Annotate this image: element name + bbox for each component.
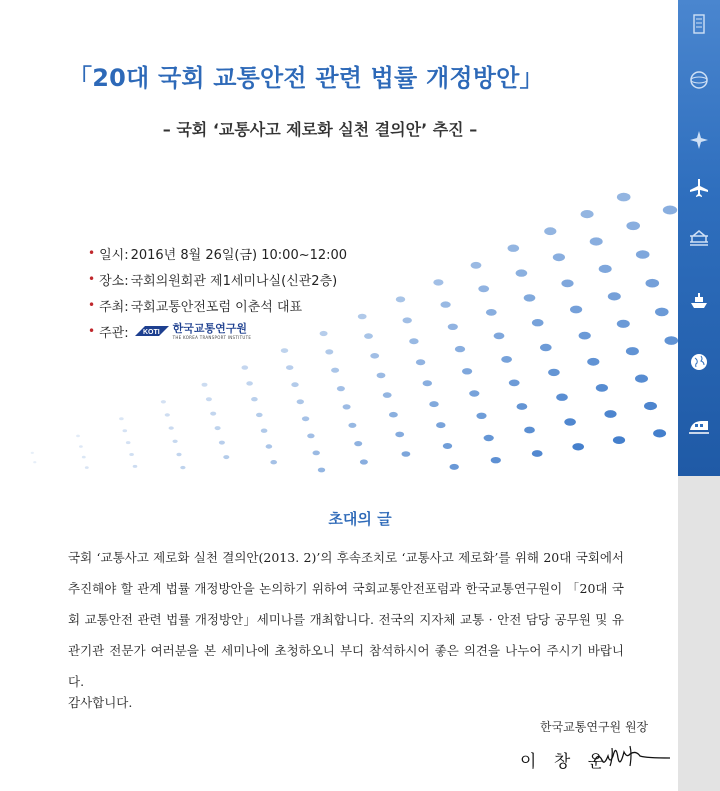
- decorative-dot: [556, 394, 568, 401]
- decorative-dot: [206, 397, 212, 401]
- decorative-dot: [626, 222, 640, 231]
- decorative-dot: [462, 368, 472, 374]
- decorative-dot: [433, 279, 443, 285]
- decorative-dot: [251, 397, 258, 401]
- decorative-dot: [508, 245, 520, 252]
- decorative-dot: [646, 279, 660, 288]
- decorative-dot: [587, 358, 599, 366]
- info-label: 주관:: [99, 325, 129, 341]
- decorative-dot: [246, 381, 253, 385]
- info-value: 2016년 8월 26일(금) 10:00~12:00: [130, 247, 348, 263]
- decorative-dot: [33, 461, 36, 463]
- info-label: 일시:: [99, 247, 129, 263]
- decorative-dot: [126, 441, 131, 444]
- bullet-icon: •: [88, 298, 96, 312]
- decorative-dot: [494, 333, 505, 340]
- decorative-dot: [389, 412, 398, 418]
- decorative-dot: [210, 412, 216, 416]
- invitation-body: [68, 542, 624, 697]
- decorative-dot: [553, 253, 565, 261]
- info-row-organizer: [88, 292, 347, 318]
- decorative-dot: [129, 453, 134, 456]
- decorative-dot: [383, 392, 392, 398]
- decorative-dot: [608, 292, 621, 300]
- decorative-dot: [219, 441, 225, 445]
- decorative-dot: [403, 317, 412, 323]
- decorative-dot: [370, 353, 379, 359]
- decorative-dot: [82, 456, 86, 459]
- handwritten-signature: [590, 738, 676, 778]
- decorative-dot: [343, 404, 351, 409]
- koti-logo: [135, 323, 252, 340]
- decorative-dot: [450, 464, 459, 470]
- decorative-dot: [548, 369, 560, 376]
- koti-logo-name: 한국교통연구원: [172, 321, 247, 335]
- decorative-dot: [360, 459, 368, 464]
- decorative-dot: [540, 344, 552, 351]
- decorative-dot: [516, 269, 528, 276]
- decorative-dot: [161, 400, 166, 403]
- decorative-dot: [596, 384, 608, 392]
- decorative-dot: [76, 435, 80, 438]
- decorative-dot: [570, 306, 582, 314]
- decorative-dot: [396, 296, 405, 302]
- decorative-dot: [325, 349, 333, 354]
- decorative-dot: [436, 422, 445, 428]
- decorative-dot: [79, 445, 83, 448]
- decorative-dot: [180, 466, 185, 469]
- invitation-heading: 초대의 글: [328, 510, 392, 528]
- decorative-dot: [532, 319, 544, 326]
- decorative-dot: [517, 403, 528, 410]
- decorative-dot: [291, 382, 298, 387]
- decorative-dot: [165, 413, 170, 416]
- decorative-dot: [85, 466, 89, 469]
- decorative-dot: [173, 440, 178, 443]
- info-label: 주최:: [99, 299, 129, 315]
- decorative-dot: [476, 413, 486, 419]
- building-icon: [678, 8, 720, 40]
- decorative-dot: [441, 301, 451, 307]
- koti-logo-english: THE KOREA TRANSPORT INSTITUTE: [172, 334, 252, 340]
- decorative-dot: [644, 402, 657, 410]
- decorative-dot: [626, 347, 639, 355]
- decorative-dot: [402, 451, 411, 457]
- decorative-dot: [133, 465, 138, 468]
- decorative-dot: [524, 294, 536, 301]
- decorative-dot: [561, 280, 573, 288]
- decorative-dot: [564, 418, 576, 425]
- info-value: 국회의원회관 제1세미나실(신관2층): [130, 273, 338, 289]
- bullet-icon: •: [88, 246, 96, 260]
- koti-mark-text: KOTI: [142, 329, 160, 336]
- decorative-dot: [348, 423, 356, 428]
- decorative-dot: [617, 320, 630, 328]
- decorative-dot: [242, 365, 249, 369]
- ship-icon: [678, 284, 720, 316]
- decorative-dot: [261, 429, 268, 433]
- decorative-dot: [455, 346, 465, 352]
- decorative-dot: [469, 390, 479, 396]
- decorative-dot: [636, 250, 650, 259]
- decorative-dot: [31, 452, 34, 454]
- decorative-dot: [509, 380, 520, 387]
- decorative-dot: [524, 427, 535, 434]
- decorative-dot: [364, 333, 373, 339]
- decorative-dot: [655, 308, 669, 317]
- decorative-dot: [377, 373, 386, 379]
- decorative-dot: [256, 413, 263, 417]
- decorative-dot: [532, 450, 543, 457]
- decorative-dot: [653, 429, 666, 437]
- decorative-dot: [202, 383, 208, 387]
- earth-icon: [678, 346, 720, 378]
- decorative-dot: [270, 460, 277, 464]
- sender-organization: 한국교통연구원 원장: [540, 720, 649, 734]
- decorative-dot: [354, 441, 362, 446]
- info-value: 국회교통안전포럼 이춘석 대표: [130, 299, 303, 315]
- decorative-dot: [581, 210, 594, 218]
- decorative-dot: [416, 359, 425, 365]
- decorative-dot: [409, 338, 418, 344]
- info-label: 장소:: [99, 273, 129, 289]
- decorative-dot: [613, 436, 625, 444]
- decorative-dot: [486, 309, 497, 316]
- info-row-venue: [88, 266, 347, 292]
- decorative-dot: [266, 444, 273, 448]
- decorative-dot: [663, 206, 677, 215]
- info-row-date: [88, 240, 347, 266]
- airplane-icon: [678, 172, 720, 204]
- decorative-dot: [215, 426, 221, 430]
- info-row-host: [88, 318, 347, 344]
- decorative-dot: [443, 443, 452, 449]
- decorative-dot: [599, 265, 612, 273]
- invitation-paragraph: 국회 ‘교통사고 제로화 실천 결의안(2013. 2)’의 후속조치로 ‘교통사고 제로화’를 위해 20대 국회에서 추진해야 할 관계 법률 개정방안을 논의하기 위하여 국회교통안전포럼과 한국교통연구원이 「20대 국회 교통안전 관련 법률 개정방안」세미나를 개최합니다. 전국의 지자체 교통 · 안전 담당 공무원 및 유관기관 전문가 여러분을 본 세미나에 초청하오니 부디 참석하시어 좋은 의견을 나누어 주시기 바랍니다.: [68, 550, 624, 689]
- decorative-dot: [297, 399, 304, 404]
- airport-icon: [678, 124, 720, 156]
- decorative-dot: [604, 410, 616, 418]
- decorative-dot: [302, 416, 309, 421]
- decorative-dot: [429, 401, 438, 407]
- event-info-list: [88, 240, 347, 344]
- decorative-dot: [484, 435, 494, 441]
- globe-icon: [678, 64, 720, 96]
- bullet-icon: •: [88, 324, 96, 338]
- decorative-dot: [313, 451, 320, 456]
- decorative-dot: [665, 336, 679, 345]
- decorative-dot: [471, 262, 482, 269]
- decorative-dot: [119, 417, 124, 420]
- page-title: 「20대 국회 교통안전 관련 법률 개정방안」: [68, 64, 544, 92]
- closing-text: 감사합니다.: [68, 695, 133, 710]
- decorative-dot: [123, 429, 128, 432]
- decorative-dot: [501, 356, 512, 363]
- decorative-dot: [337, 386, 345, 391]
- train-icon: [678, 410, 720, 442]
- decorative-dot: [544, 227, 556, 235]
- decorative-dot: [448, 324, 458, 330]
- decorative-dot: [395, 432, 404, 438]
- decorative-dot: [572, 443, 584, 450]
- sender-name: 이 창 운: [520, 752, 611, 772]
- decorative-dot: [281, 348, 288, 353]
- bridge-icon: [678, 222, 720, 254]
- decorative-dot: [358, 314, 367, 320]
- decorative-dot: [423, 380, 432, 386]
- decorative-dot: [318, 468, 325, 473]
- decorative-dot: [169, 426, 174, 429]
- decorative-dot: [590, 237, 603, 245]
- decorative-dot: [579, 332, 591, 340]
- decorative-dot: [617, 193, 631, 202]
- decorative-dot: [478, 285, 489, 292]
- decorative-dot: [307, 434, 314, 439]
- bullet-icon: •: [88, 272, 96, 286]
- decorative-dot: [223, 455, 229, 459]
- koti-mark-icon: [135, 324, 169, 338]
- page-subtitle: – 국회 ‘교통사고 제로화 실천 결의안’ 추진 –: [162, 120, 478, 139]
- decorative-dot: [176, 453, 181, 456]
- decorative-dot: [286, 365, 293, 370]
- decorative-dot: [331, 368, 339, 373]
- decorative-dot: [635, 375, 648, 383]
- decorative-dot: [491, 457, 501, 463]
